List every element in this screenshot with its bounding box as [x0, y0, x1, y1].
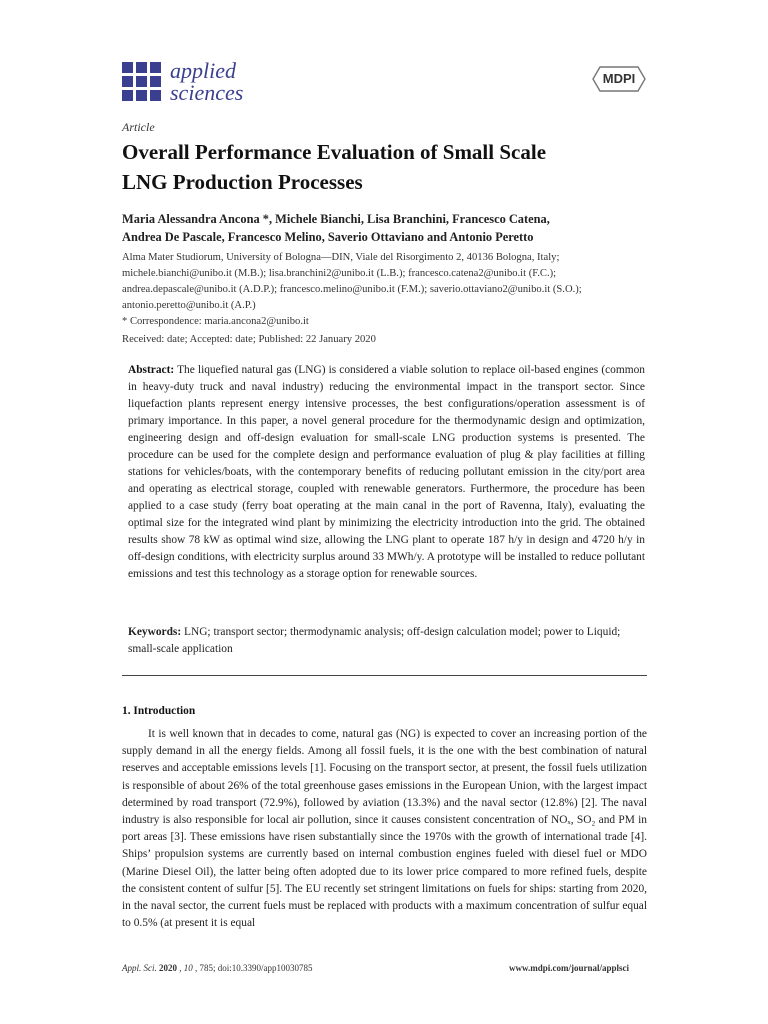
- author-list: [122, 210, 642, 246]
- journal-logo: [122, 60, 243, 104]
- author-list-line2: Andrea De Pascale, Francesco Melino, Saverio Ottaviano and Antonio Peretto: [122, 230, 534, 244]
- abstract: [128, 362, 645, 583]
- journal-name: [170, 60, 243, 104]
- introduction-paragraph: It is well known that in decades to come, natural gas (NG) is expected to cover an increasing portion of the supply demand in all the energy fields. Among all fossil fuels, it is the one with the best combination of natural reserves and acceptable emissions levels [1]. Focusing on the transport sector, at present, the fossil fuels utilization is responsible of about 26% of the total greenhouse gases emissions in the European Union, with the largest impact determined by road transport (72.9%), followed by aviation (13.3%) and the naval sector (12.8%) [2]. The naval industry is also responsible for local air pollution, since it causes consistent concentration of NOₓ, SO₂ and PM in port areas [3]. These emissions have risen substantially since the 1970s with the growth of international trade [4]. Ships’ propulsion systems are currently based on internal combustion engines fueled with diesel fuel or MDO (Marine Diesel Oil), the latter being often adopted due to its lower price compared to more refined fuels, despite the consistent content of sulfur [5]. The EU recently set stringent limitations on fuels for ships: starting from 2020, in the naval sector, the current fuels must be replaced with products with a maximum concentration of sulfur equal to 0.5% (at present it is equal: [122, 728, 647, 930]
- footer-year: 2020: [159, 963, 177, 973]
- keywords-label: Keywords:: [128, 626, 182, 638]
- publication-dates: Received: date; Accepted: date; Published: 22 January 2020: [122, 334, 376, 345]
- affiliation-block: [122, 250, 662, 330]
- paper-title-line2: LNG Production Processes: [122, 170, 363, 194]
- footer-journal: Appl. Sci.: [122, 963, 157, 973]
- journal-name-line2: sciences: [170, 80, 244, 105]
- paper-title-line1: Overall Performance Evaluation of Small Scale: [122, 140, 547, 164]
- author-list-line1: Maria Alessandra Ancona *, Michele Bianchi, Lisa Branchini, Francesco Catena,: [122, 212, 550, 226]
- keywords-text: LNG; transport sector; thermodynamic analysis; off-design calculation model; power to Liquid; small-scale application: [128, 626, 621, 655]
- affiliation-line: michele.bianchi@unibo.it (M.B.); lisa.branchini2@unibo.it (L.B.); francesco.catena2@unibo.it (F.C.);: [122, 268, 557, 279]
- correspondence-line: * Correspondence: maria.ancona2@unibo.it: [122, 316, 309, 327]
- abstract-label: Abstract:: [128, 364, 175, 376]
- affiliation-line: Alma Mater Studiorum, University of Bologna—DIN, Viale del Risorgimento 2, 40136 Bologna, Italy;: [122, 252, 560, 263]
- journal-name-line1: applied: [170, 58, 236, 83]
- footer-volume: 10: [183, 963, 193, 973]
- footer-doi: , 785; doi:10.3390/app10030785: [195, 963, 313, 973]
- keywords: [128, 624, 648, 658]
- affiliation-line: andrea.depascale@unibo.it (A.D.P.); francesco.melino@unibo.it (F.M.); saverio.ottaviano2@unibo.it (S.O.);: [122, 284, 582, 295]
- article-type: Article: [122, 120, 155, 134]
- abstract-text: The liquefied natural gas (LNG) is considered a viable solution to replace oil-based engines (common in heavy-duty truck and naval industry) reducing the environmental impact in the transport sector. Since liquefaction plants represent energy intensive processes, the best configurations/operation assessment is of primary importance. In this paper, a novel general procedure for the thermodynamic design and optimization, engineering design and off-design evaluation for small-scale LNG production systems is presented. The procedure can be used for the complete design and performance evaluation of plug & play facilities at filling stations for vehicles/boats, with the contemporary benefits of reducing pollutant emission in the city/port area and operating as electrical storage, coupled with renewable generators. Furthermore, the procedure has been applied to a case study (ferry boat operating at the main canal in the port of Ravenna, Italy), evaluating the optimal size for the integrated wind plant by minimizing the electricity introduction into the grid. The obtained results show 78 kW as optimal wind size, allowing the LNG plant to operate 187 h/y in design and 4720 h/y in off-design conditions, with electricity surplus around 33 MWh/y. A prototype will be installed to reduce pollutant emissions and test this technology as a storage option for renewable sources.: [128, 364, 645, 580]
- introduction-body: [122, 726, 647, 932]
- publisher-logo: [592, 66, 646, 92]
- journal-mark-icon: [122, 62, 162, 102]
- section-divider: [122, 675, 647, 676]
- footer-url: www.mdpi.com/journal/applsci: [509, 963, 630, 973]
- affiliation-line: antonio.peretto@unibo.it (A.P.): [122, 300, 256, 311]
- footer-citation: Appl. Sci. 2020 , 10 , 785; doi:10.3390/app10030785: [122, 963, 313, 973]
- publisher-name: MDPI: [602, 71, 636, 86]
- introduction-heading: 1. Introduction: [122, 705, 196, 717]
- paper-title: [122, 137, 642, 197]
